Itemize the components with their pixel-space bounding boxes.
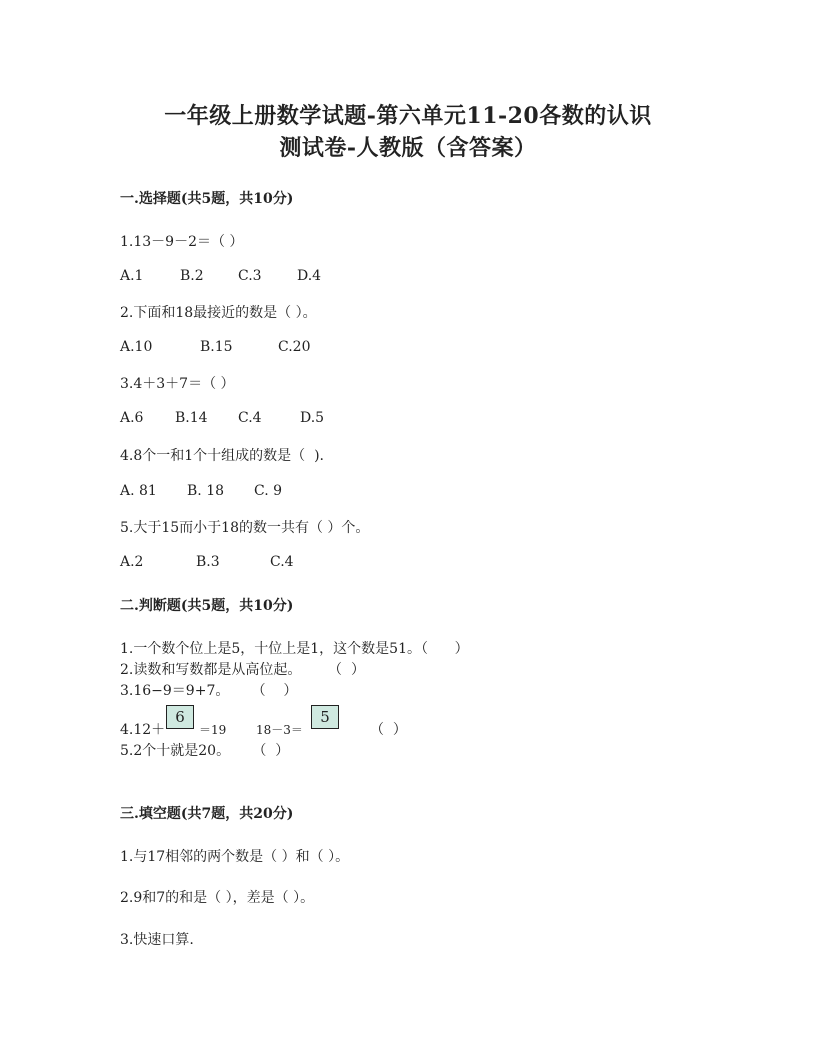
option: C.20 xyxy=(278,339,311,355)
answer-blank: （ ） xyxy=(370,722,407,738)
option: B. 18 xyxy=(187,483,225,499)
question-text: 1.13－9－2＝（ ） xyxy=(120,234,244,250)
question-text: 4.8个一和1个十组成的数是（ ). xyxy=(120,448,324,464)
question-text: 4.12＋ xyxy=(120,722,166,738)
option: B.14 xyxy=(175,410,208,426)
section-heading-choice: 一.选择题(共5题，共10分) xyxy=(120,191,294,207)
question-text: 3.快速口算. xyxy=(120,932,194,948)
answer-box: 6 xyxy=(166,705,194,729)
question-text: 3.16−9＝9+7。 （ ） xyxy=(120,683,298,699)
question-text: 18－3＝ xyxy=(256,723,303,737)
option: A.2 xyxy=(120,554,144,570)
question-text: 2.读数和写数都是从高位起。 （ ） xyxy=(120,662,365,678)
question-text: 2.下面和18最接近的数是（ ）。 xyxy=(120,305,317,321)
doc-title-line1: 一年级上册数学试题-第六单元11-20各数的认识 xyxy=(164,103,652,129)
option: C.4 xyxy=(238,410,262,426)
option: D.4 xyxy=(297,268,322,284)
option: C. 9 xyxy=(254,483,283,499)
option: D.5 xyxy=(300,410,325,426)
answer-box: 5 xyxy=(311,705,339,729)
question-text: 3.4＋3＋7＝（ ） xyxy=(120,376,235,392)
section-heading-judgment: 二.判断题(共5题，共10分) xyxy=(120,598,294,614)
option: A.1 xyxy=(120,268,144,284)
option: A.6 xyxy=(120,410,144,426)
option: A.10 xyxy=(120,339,153,355)
option: B.15 xyxy=(200,339,233,355)
option: B.2 xyxy=(180,268,204,284)
section-heading-fill: 三.填空题(共7题，共20分) xyxy=(120,806,294,822)
option: C.4 xyxy=(270,554,294,570)
question-text: 5.2个十就是20。 （ ） xyxy=(120,743,290,759)
doc-title-line2: 测试卷-人教版（含答案） xyxy=(279,135,537,161)
question-text: 5.大于15而小于18的数一共有（ ）个。 xyxy=(120,520,370,536)
option: A. 81 xyxy=(120,483,157,499)
question-text: 2.9和7的和是（ ），差是（ ）。 xyxy=(120,890,315,906)
question-text: 1.一个数个位上是5，十位上是1，这个数是51。（ ） xyxy=(120,641,469,657)
question-text: 1.与17相邻的两个数是（ ）和（ ）。 xyxy=(120,849,350,865)
option: B.3 xyxy=(196,554,220,570)
option: C.3 xyxy=(238,268,262,284)
question-text: ＝19 xyxy=(199,723,227,737)
